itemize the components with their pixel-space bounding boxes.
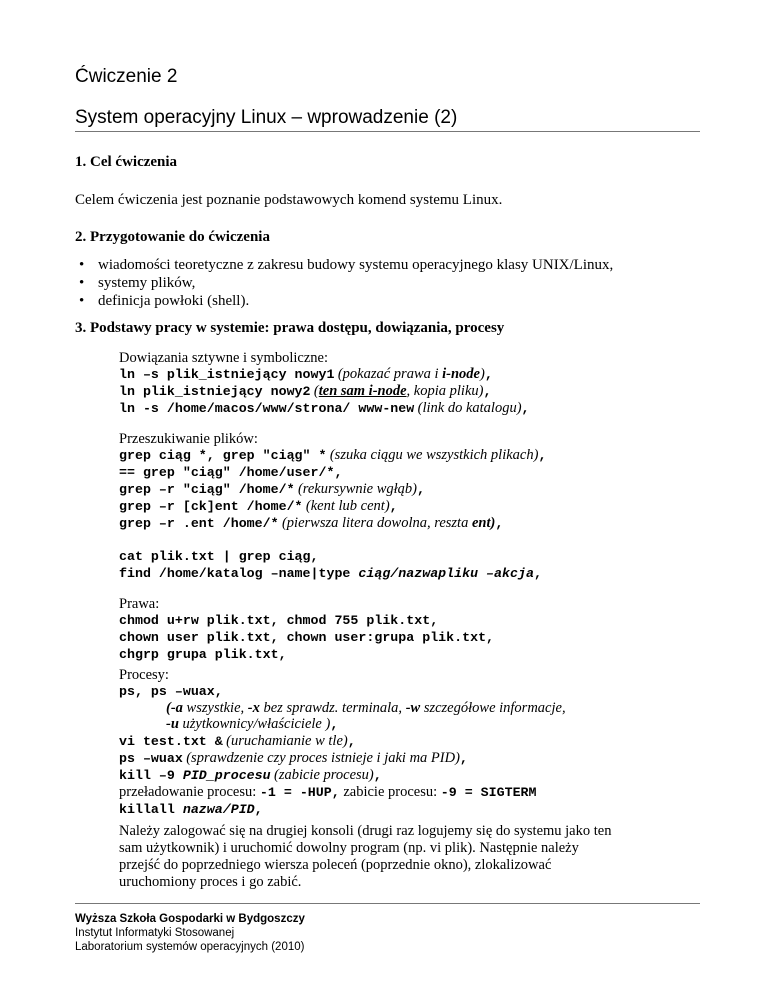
note: (uruchamianie w tle)	[226, 733, 348, 749]
code-line	[119, 716, 566, 733]
code-line	[119, 400, 530, 417]
footer-school: Wyższa Szkoła Gospodarki w Bydgoszczy	[75, 913, 305, 925]
command: == grep ″ciąg″ /home/user/*,	[119, 465, 343, 480]
preparation-list	[75, 256, 613, 310]
permissions-label: Prawa:	[119, 596, 160, 612]
page-title: System operacyjny Linux – wprowadzenie (2)	[75, 107, 458, 128]
note-emphasis: ent)	[471, 515, 496, 531]
command: chown user plik.txt, chown user:grupa plik.txt,	[119, 630, 495, 645]
line-end: ,	[417, 482, 425, 497]
note: (sprawdzenie czy proces istnieje i jaki ma PID)	[186, 750, 460, 766]
command-italic: nazwa/PID	[182, 802, 255, 817]
note-emphasis: i-node	[442, 366, 480, 382]
text: przeładowanie procesu:	[119, 784, 260, 800]
text: zabicie procesu:	[339, 784, 441, 800]
option: (-a	[166, 700, 183, 716]
section-2-heading: 2. Przygotowanie do ćwiczenia	[75, 229, 270, 245]
note: szczegółowe informacje,	[420, 700, 566, 716]
search-block	[119, 431, 546, 582]
command: grep –r ″ciąg″ /home/*	[119, 482, 295, 497]
line-end: ,	[533, 566, 542, 581]
header-divider	[75, 131, 700, 132]
note: , kopia pliku)	[406, 383, 484, 399]
command: find /home/katalog –name|type	[119, 566, 359, 581]
option: -w	[405, 700, 421, 716]
line-end: ,	[373, 768, 382, 783]
code-line	[119, 481, 546, 498]
code-line	[119, 767, 566, 784]
processes-block	[119, 667, 566, 818]
note: (pokazać prawa i	[337, 366, 443, 382]
line-end: ,	[389, 499, 398, 514]
code-line	[119, 383, 530, 400]
command-italic: PID_procesu	[182, 768, 271, 783]
command: ps –wuax	[119, 751, 183, 766]
footer-divider	[75, 903, 700, 904]
note: bez sprawdz. terminala,	[259, 700, 406, 716]
section-1-heading: 1. Cel ćwiczenia	[75, 154, 178, 170]
note: (link do katalogu)	[417, 400, 522, 416]
command: -9 = SIGTERM	[440, 785, 537, 800]
note: użytkownicy/właściciele )	[178, 716, 331, 732]
command: ln plik_istniejący nowy2	[119, 384, 311, 399]
code-line	[119, 683, 566, 700]
command: chgrp grupa plik.txt,	[119, 647, 287, 662]
note: (	[313, 383, 319, 399]
code-line	[119, 366, 530, 383]
command: chmod u+rw plik.txt, chmod 755 plik.txt,	[119, 613, 439, 628]
code-line	[119, 784, 566, 801]
code-line	[119, 565, 546, 582]
command: ps, ps –wuax,	[119, 684, 223, 699]
line-end: ,	[484, 367, 493, 382]
line-end: ,	[521, 401, 530, 416]
note: (pierwsza litera dowolna, reszta	[281, 515, 472, 531]
command: grep –r [ck]ent /home/*	[119, 499, 303, 514]
code-line	[119, 629, 494, 646]
list-item: • systemy plików,	[75, 274, 613, 292]
code-line	[119, 548, 546, 565]
line-end: ,	[330, 717, 339, 732]
section-1-text: Celem ćwiczenia jest poznanie podstawowych komend systemu Linux.	[75, 192, 503, 208]
code-line	[119, 646, 494, 663]
list-item: • definicja powłoki (shell).	[75, 292, 613, 310]
links-label: Dowiązania sztywne i symboliczne:	[119, 350, 328, 366]
line-end: ,	[538, 448, 547, 463]
code-line	[119, 447, 546, 464]
code-line	[119, 801, 566, 818]
option: -x	[247, 700, 260, 716]
command: grep ciąg *, grep ″ciąg″ *	[119, 448, 327, 463]
code-line	[119, 700, 566, 716]
option: -u	[166, 716, 179, 732]
processes-label: Procesy:	[119, 667, 169, 683]
command: ln –s plik_istniejący nowy1	[119, 367, 335, 382]
footer-institute: Instytut Informatyki Stosowanej	[75, 927, 235, 939]
note: )	[480, 366, 485, 382]
note: (szuka ciągu we wszystkich plikach)	[329, 447, 539, 463]
line-end: ,	[459, 751, 468, 766]
command: ln -s /home/macos/www/strona/ www-new	[119, 401, 415, 416]
note: (zabicie procesu)	[274, 767, 374, 783]
command: kill –9	[119, 768, 183, 783]
command-italic: ciąg/nazwapliku –akcja	[358, 566, 534, 581]
line-end: ,	[483, 384, 492, 399]
code-line	[119, 733, 566, 750]
note-emphasis: ten sam i-node	[318, 383, 407, 399]
note: wszystkie,	[182, 700, 248, 716]
exercise-title: Ćwiczenie 2	[75, 66, 178, 87]
note: (rekursywnie wgłąb)	[297, 481, 418, 497]
code-line	[119, 612, 494, 629]
section-3-heading: 3. Podstawy pracy w systemie: prawa dostępu, dowiązania, procesy	[75, 320, 505, 336]
permissions-block	[119, 596, 494, 663]
code-line	[119, 515, 546, 532]
command: cat plik.txt | grep ciąg,	[119, 549, 319, 564]
code-line	[119, 498, 546, 515]
links-block	[119, 350, 530, 417]
command: vi test.txt &	[119, 734, 223, 749]
instruction-paragraph: Należy zalogować się na drugiej konsoli (drugi raz logujemy się do systemu jako ten sam użytkownik) i uruchomić dowolny program (np. vi plik). Następnie należy przejść do poprzedniego wiersza poleceń (poprzednie okno), zlokalizować uruchomiony proces i go zabić.	[119, 823, 612, 890]
line-end: ,	[495, 516, 504, 531]
command: grep –r .ent /home/*	[119, 516, 279, 531]
command: -1 = -HUP,	[259, 785, 340, 800]
search-label: Przeszukiwanie plików:	[119, 431, 258, 447]
footer-lab: Laboratorium systemów operacyjnych (2010)	[75, 941, 305, 953]
line-end: ,	[347, 734, 356, 749]
list-item: • wiadomości teoretyczne z zakresu budowy systemu operacyjnego klasy UNIX/Linux,	[75, 256, 613, 274]
code-line	[119, 750, 566, 767]
code-line	[119, 464, 546, 481]
line-end: ,	[254, 802, 263, 817]
command: killall	[119, 802, 183, 817]
note: (kent lub cent)	[305, 498, 390, 514]
